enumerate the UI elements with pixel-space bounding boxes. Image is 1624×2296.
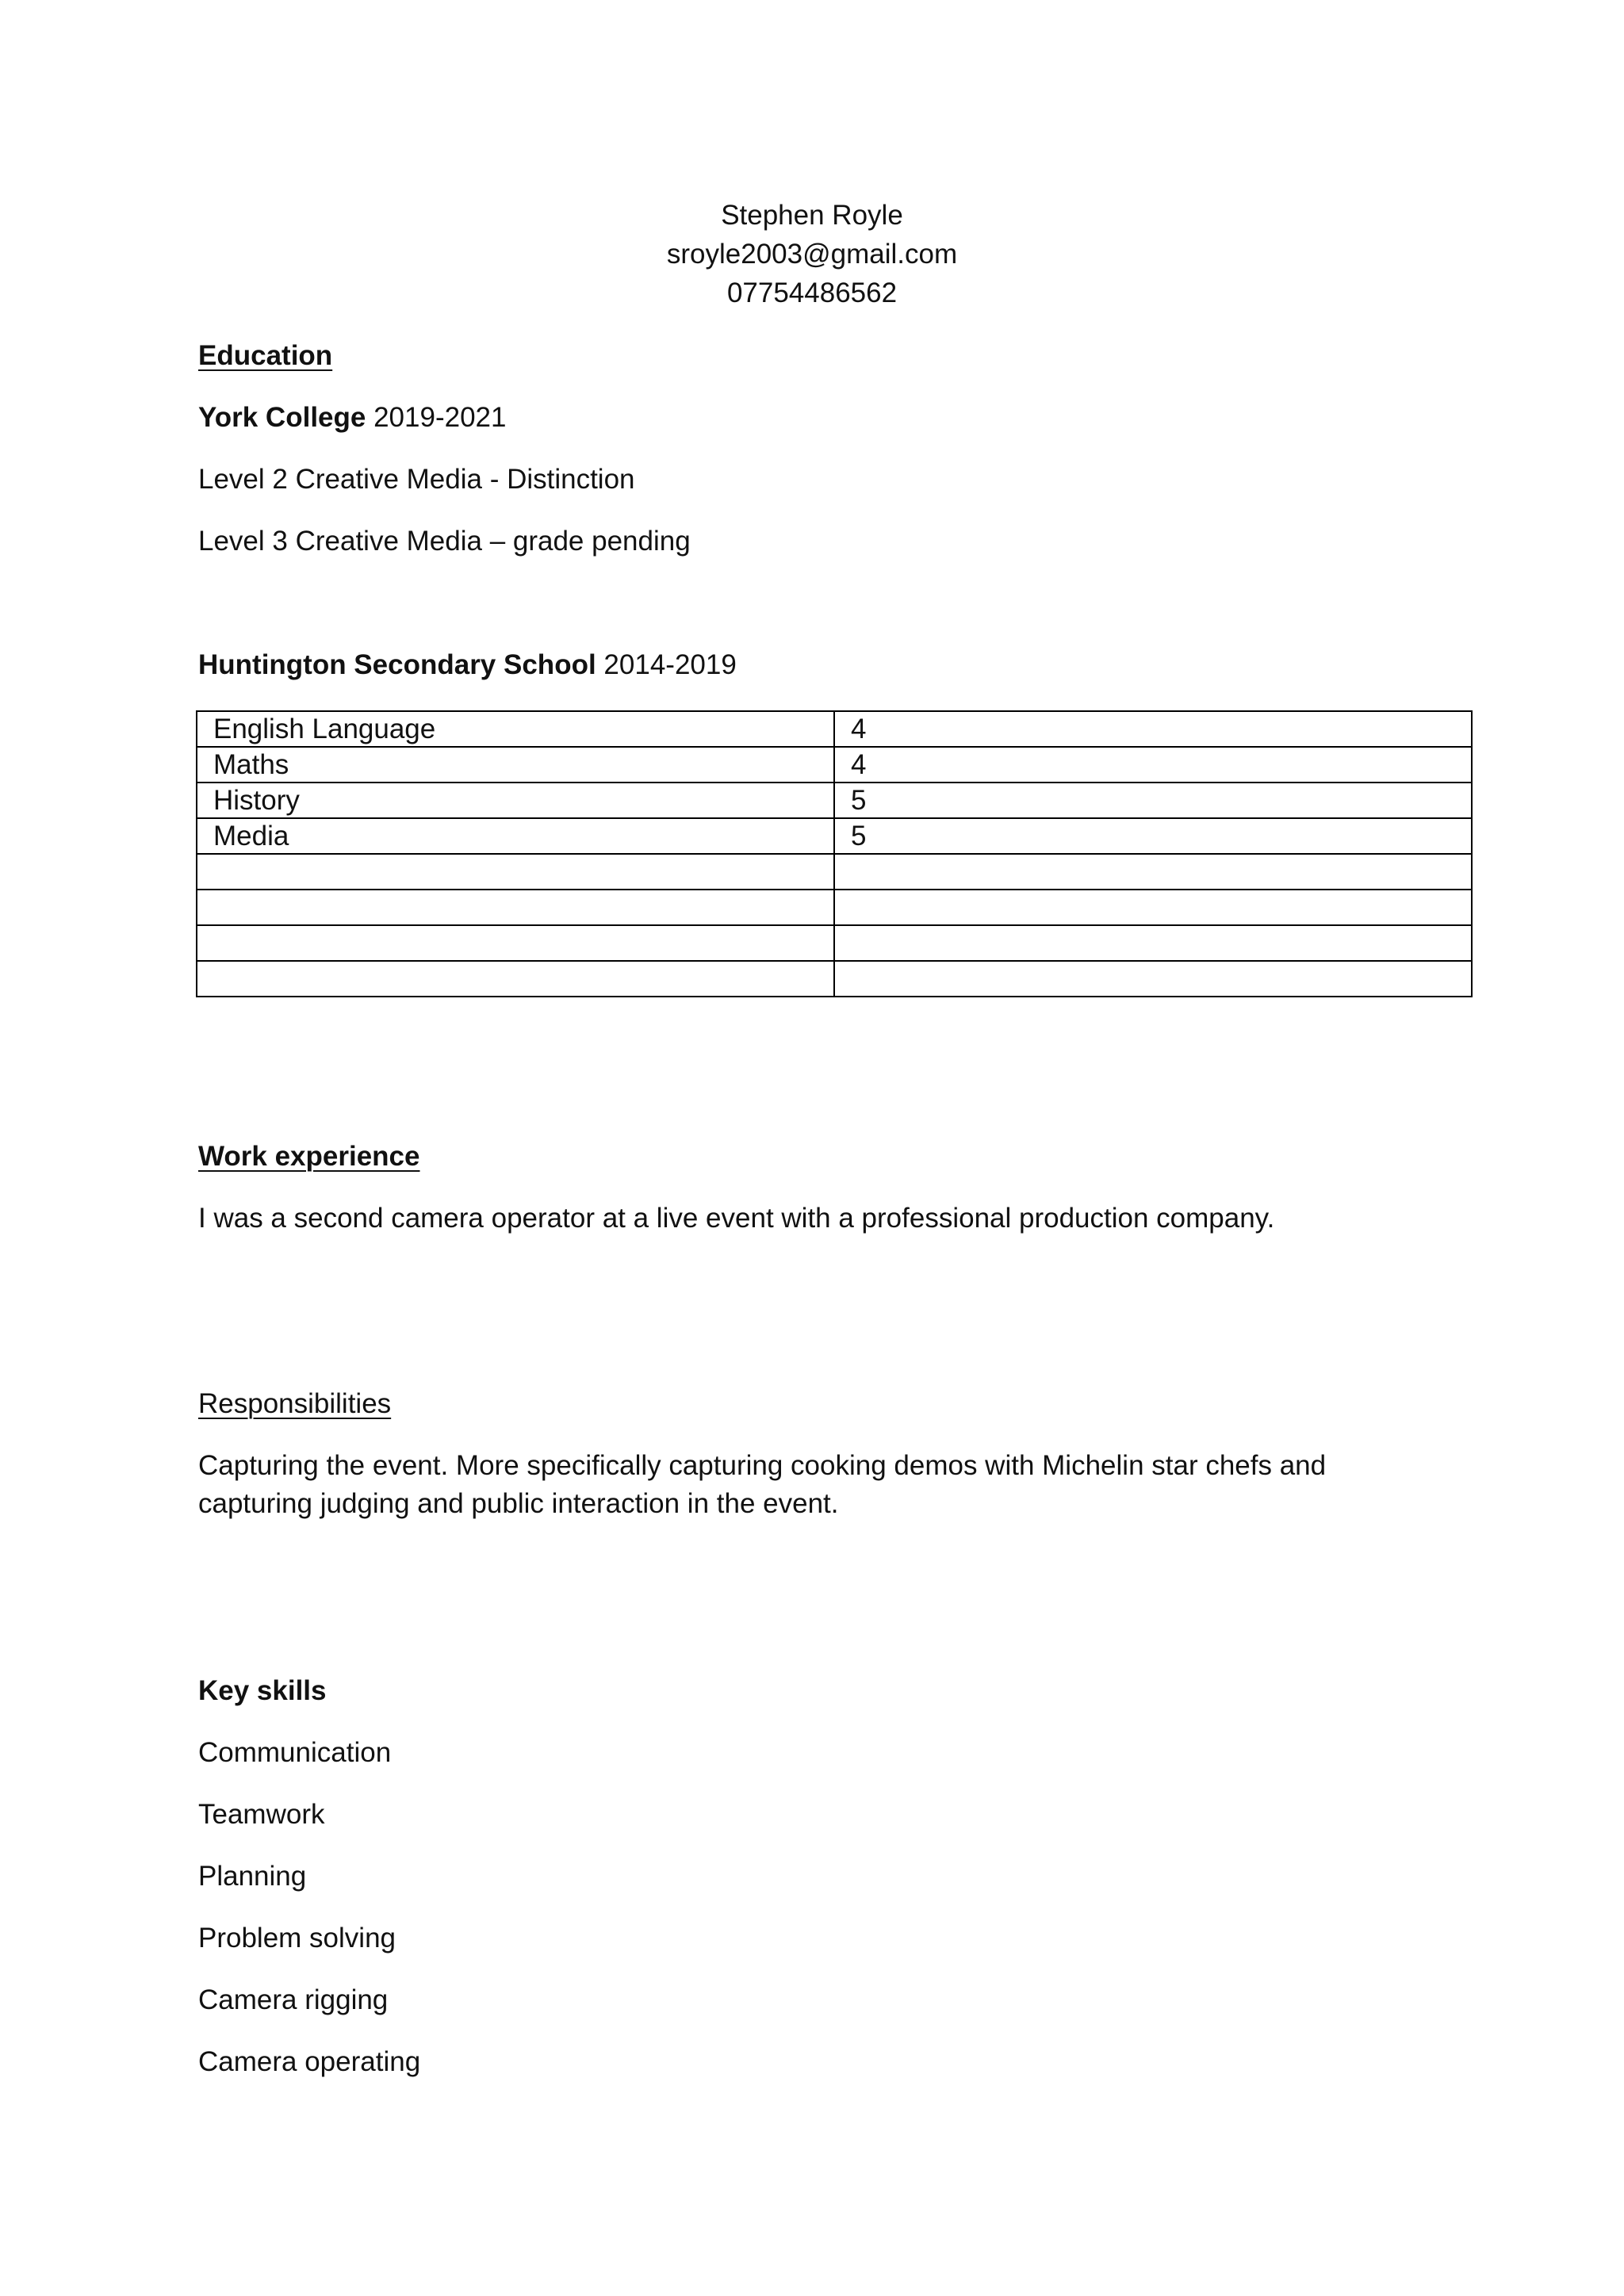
- college-entry: [198, 400, 506, 435]
- subject-cell: Media: [197, 818, 834, 854]
- grade-cell: 5: [834, 783, 1472, 818]
- table-row: [197, 783, 1472, 818]
- grades-table: [196, 710, 1473, 997]
- candidate-email: sroyle2003@gmail.com: [666, 239, 958, 270]
- work-experience-heading: Work experience: [198, 1141, 420, 1172]
- subject-cell: [197, 854, 834, 890]
- grade-cell: 4: [834, 711, 1472, 747]
- responsibilities-heading: Responsibilities: [198, 1388, 392, 1419]
- course-item: Level 3 Creative Media – grade pending: [198, 526, 691, 557]
- school-entry: [198, 648, 737, 683]
- school-years: 2014-2019: [603, 649, 737, 680]
- skill-item: Camera rigging: [198, 1984, 389, 2015]
- subject-cell: English Language: [197, 711, 834, 747]
- candidate-name: Stephen Royle: [721, 200, 903, 231]
- grade-cell: [834, 854, 1472, 890]
- table-row: [197, 961, 1472, 997]
- subject-cell: History: [197, 783, 834, 818]
- skill-item: Planning: [198, 1861, 307, 1892]
- grade-cell: 4: [834, 747, 1472, 783]
- skill-item: Camera operating: [198, 2046, 421, 2077]
- table-row: [197, 818, 1472, 854]
- key-skills-heading: Key skills: [198, 1675, 327, 1706]
- responsibilities-text: Capturing the event. More specifically capturing cooking demos with Michelin star chefs and capturing judging and public interaction in the event.: [198, 1450, 1327, 1519]
- grade-cell: [834, 961, 1472, 997]
- table-row: [197, 854, 1472, 890]
- subject-cell: [197, 890, 834, 925]
- grade-cell: [834, 890, 1472, 925]
- table-row: [197, 925, 1472, 961]
- school-name: Huntington Secondary School: [198, 649, 596, 680]
- grade-cell: [834, 925, 1472, 961]
- education-heading: Education: [198, 340, 333, 371]
- subject-cell: Maths: [197, 747, 834, 783]
- college-name: York College: [198, 402, 366, 433]
- skill-item: Communication: [198, 1737, 392, 1768]
- skill-item: Teamwork: [198, 1799, 325, 1830]
- table-row: [197, 890, 1472, 925]
- grade-cell: 5: [834, 818, 1472, 854]
- table-row: [197, 711, 1472, 747]
- subject-cell: [197, 961, 834, 997]
- skill-item: Problem solving: [198, 1923, 396, 1954]
- subject-cell: [197, 925, 834, 961]
- table-row: [197, 747, 1472, 783]
- college-years: 2019-2021: [373, 402, 507, 433]
- work-experience-description: I was a second camera operator at a live event with a professional production company.: [198, 1203, 1275, 1234]
- course-item: Level 2 Creative Media - Distinction: [198, 464, 635, 495]
- candidate-phone: 07754486562: [726, 277, 898, 308]
